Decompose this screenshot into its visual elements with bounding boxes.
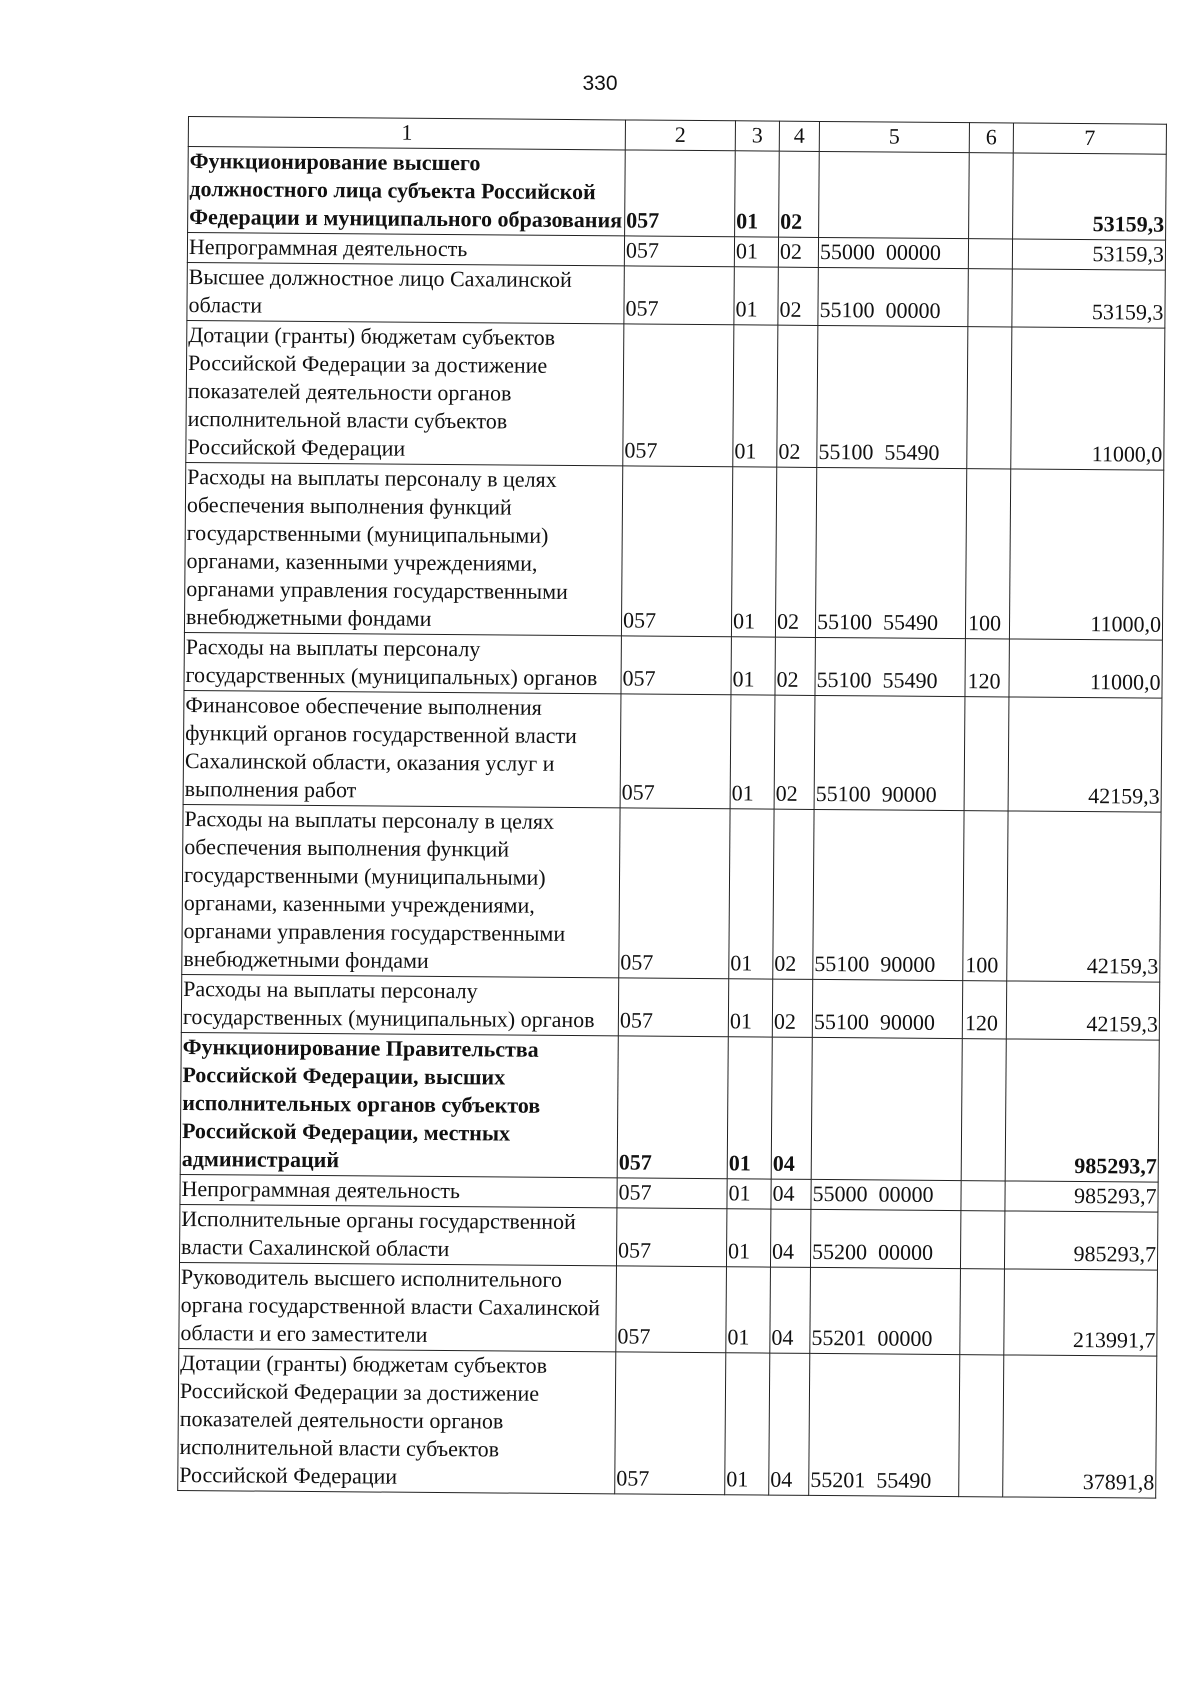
table-row — [183, 690, 1162, 812]
item-ministry-code: 057 — [616, 1208, 726, 1267]
table-row — [186, 320, 1165, 470]
item-name: Расходы на выплаты персоналу в целях обеспечения выполнения функций государственными (муниципальными) органами, казенными учреждениями, органами управления государственными внебюджетными фондами — [184, 462, 622, 635]
item-section-code: 01 — [726, 1209, 770, 1267]
item-subsection-code: 02 — [777, 325, 818, 467]
item-expense-type — [967, 327, 1012, 469]
item-subsection-code: 04 — [770, 1267, 811, 1353]
item-ministry-code: 057 — [619, 808, 730, 979]
item-target-article: 55100 55490 — [815, 467, 966, 638]
table-row — [180, 1032, 1159, 1182]
table-row — [188, 147, 1167, 241]
page-number: 330 — [582, 72, 618, 95]
budget-table — [177, 116, 1167, 1499]
item-subsection-code: 04 — [770, 1209, 810, 1267]
item-name: Расходы на выплаты персоналу в целях обеспечения выполнения функций государственными (муниципальными) органами, казенными учреждениями, органами управления государственными внебюджетными фондами — [182, 804, 620, 977]
item-target-article — [811, 1037, 962, 1180]
item-expense-type — [960, 1211, 1004, 1269]
item-amount: 985293,7 — [1004, 1211, 1157, 1270]
table-row — [187, 262, 1165, 328]
item-target-article: 55000 00000 — [818, 237, 968, 268]
item-expense-type: 100 — [965, 469, 1010, 639]
column-header: 6 — [969, 123, 1013, 153]
item-name: Функционирование Правительства Российской Федерации, высших исполнительных органов субъектов Российской Федерации, местных администраций — [180, 1032, 618, 1177]
item-expense-type — [969, 153, 1014, 239]
item-subsection-code: 02 — [779, 151, 820, 237]
item-amount: 985293,7 — [1005, 1039, 1159, 1182]
item-target-article: 55100 90000 — [812, 979, 962, 1038]
item-name: Функционирование высшего должностного лица субъекта Российской Федерации и муниципального образования — [188, 147, 626, 236]
item-target-article: 55100 55490 — [817, 325, 968, 468]
item-expense-type — [960, 1269, 1005, 1355]
item-section-code: 01 — [726, 1267, 771, 1353]
item-subsection-code: 04 — [769, 1353, 810, 1495]
item-section-code: 01 — [735, 151, 780, 237]
item-section-code: 01 — [731, 637, 775, 695]
item-subsection-code: 04 — [771, 1037, 812, 1179]
item-amount: 11000,0 — [1009, 639, 1162, 698]
item-ministry-code: 057 — [616, 1266, 727, 1353]
item-subsection-code: 02 — [774, 695, 815, 809]
item-amount: 53159,3 — [1013, 153, 1167, 240]
table-row — [181, 974, 1159, 1040]
item-ministry-code: 057 — [617, 1178, 727, 1209]
item-amount: 11000,0 — [1011, 327, 1165, 470]
item-expense-type: 120 — [965, 639, 1009, 697]
item-expense-type: 120 — [962, 981, 1006, 1039]
item-expense-type — [961, 1181, 1005, 1211]
item-amount: 42159,3 — [1007, 811, 1161, 982]
column-header: 3 — [735, 121, 779, 151]
column-header: 1 — [188, 117, 625, 150]
item-target-article: 55000 00000 — [811, 1179, 961, 1210]
item-name: Расходы на выплаты персоналу государственных (муниципальных) органов — [181, 974, 618, 1035]
item-ministry-code: 057 — [621, 636, 731, 695]
column-header: 7 — [1013, 123, 1166, 154]
item-amount: 42159,3 — [1008, 697, 1162, 812]
column-header: 5 — [819, 121, 969, 152]
item-target-article: 55100 00000 — [818, 267, 968, 326]
item-subsection-code: 02 — [772, 979, 812, 1037]
item-target-article: 55100 55490 — [815, 637, 965, 696]
item-target-article: 55201 55490 — [809, 1353, 960, 1496]
item-ministry-code: 057 — [623, 324, 734, 467]
item-ministry-code: 057 — [621, 466, 732, 637]
item-amount: 37891,8 — [1003, 1355, 1157, 1498]
item-ministry-code: 057 — [617, 1036, 728, 1179]
column-header: 4 — [779, 121, 819, 151]
item-name: Высшее должностное лицо Сахалинской области — [187, 262, 624, 323]
item-section-code: 01 — [725, 1353, 770, 1495]
item-section-code: 01 — [734, 237, 778, 267]
item-section-code: 01 — [730, 695, 775, 809]
item-section-code: 01 — [729, 809, 774, 979]
item-amount: 213991,7 — [1004, 1269, 1158, 1356]
item-ministry-code: 057 — [624, 266, 734, 325]
item-section-code: 01 — [728, 979, 772, 1037]
item-subsection-code: 04 — [771, 1179, 811, 1209]
item-name: Непрограммная деятельность — [187, 233, 624, 266]
item-expense-type — [961, 1039, 1006, 1181]
item-amount: 53159,3 — [1012, 239, 1165, 270]
table-row — [179, 1204, 1157, 1270]
item-section-code: 01 — [727, 1179, 771, 1209]
item-amount: 42159,3 — [1006, 981, 1159, 1040]
item-name: Руководитель высшего исполнительного органа государственной власти Сахалинской области и его заместители — [179, 1262, 617, 1351]
item-subsection-code: 02 — [778, 267, 818, 325]
item-expense-type — [964, 697, 1009, 811]
item-expense-type — [959, 1355, 1004, 1497]
table-row — [178, 1348, 1157, 1498]
table-row — [184, 632, 1162, 698]
item-name: Непрограммная деятельность — [180, 1174, 617, 1207]
item-ministry-code: 057 — [618, 978, 728, 1037]
item-target-article — [819, 151, 970, 238]
item-amount: 53159,3 — [1012, 269, 1165, 328]
item-ministry-code: 057 — [620, 694, 731, 809]
item-name: Финансовое обеспечение выполнения функций органов государственной власти Сахалинской области, оказания услуг и выполнения работ — [183, 690, 621, 807]
item-subsection-code: 02 — [775, 467, 816, 637]
column-header: 2 — [625, 120, 735, 151]
item-section-code: 01 — [733, 325, 778, 467]
item-ministry-code: 057 — [624, 236, 734, 267]
item-section-code: 01 — [731, 467, 776, 637]
item-expense-type — [968, 269, 1012, 327]
item-name: Дотации (гранты) бюджетам субъектов Российской Федерации за достижение показателей деятельности органов исполнительной власти субъектов Российской Федерации — [178, 1348, 616, 1493]
item-target-article: 55100 90000 — [814, 695, 965, 810]
item-subsection-code: 02 — [773, 809, 814, 979]
item-name: Расходы на выплаты персоналу государственных (муниципальных) органов — [184, 632, 621, 693]
item-subsection-code: 02 — [778, 237, 818, 267]
item-subsection-code: 02 — [775, 637, 815, 695]
table-row — [179, 1262, 1158, 1356]
table-row — [182, 804, 1161, 982]
item-section-code: 01 — [734, 267, 778, 325]
item-ministry-code: 057 — [615, 1352, 726, 1495]
item-amount: 11000,0 — [1009, 469, 1163, 640]
item-target-article: 55200 00000 — [810, 1209, 960, 1268]
item-target-article: 55100 90000 — [813, 809, 964, 980]
item-target-article: 55201 00000 — [810, 1267, 961, 1354]
item-name: Исполнительные органы государственной власти Сахалинской области — [179, 1204, 616, 1265]
item-expense-type — [968, 239, 1012, 269]
item-name: Дотации (гранты) бюджетам субъектов Российской Федерации за достижение показателей деятельности органов исполнительной власти субъектов Российской Федерации — [186, 320, 624, 465]
table-row — [184, 462, 1163, 640]
item-amount: 985293,7 — [1005, 1181, 1158, 1212]
item-expense-type: 100 — [963, 811, 1008, 981]
item-section-code: 01 — [727, 1037, 772, 1179]
item-ministry-code: 057 — [625, 150, 736, 237]
